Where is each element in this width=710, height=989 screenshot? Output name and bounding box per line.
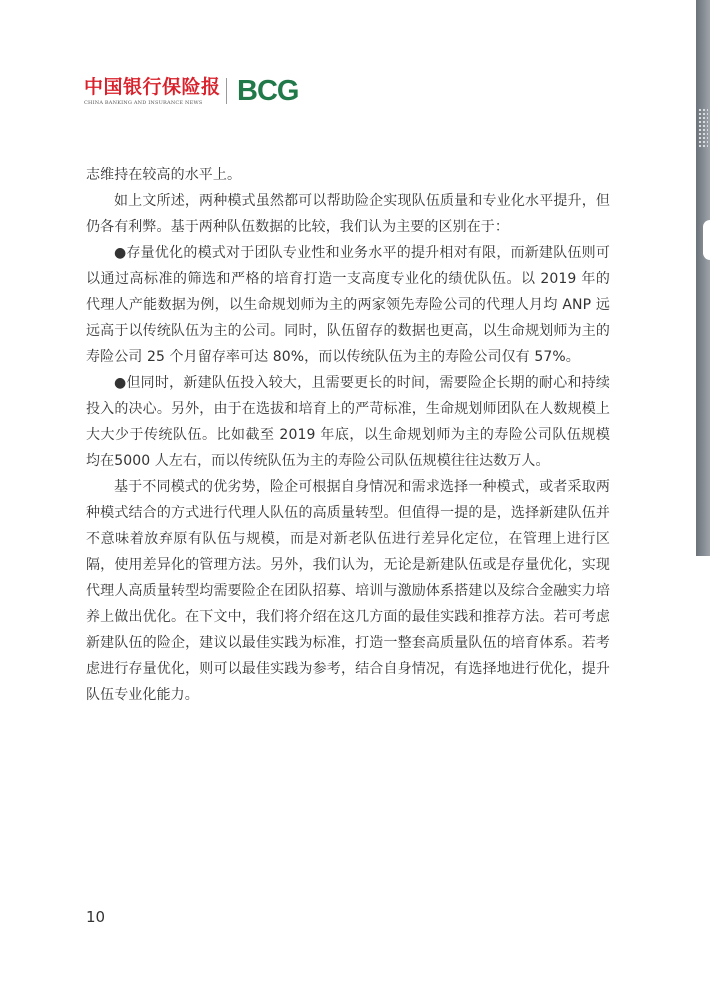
paragraph: 如上文所述，两种模式虽然都可以帮助险企实现队伍质量和专业化水平提升，但仍各有利弊。基于两种队伍数据的比较，我们认为主要的区别在于：: [86, 193, 610, 235]
paragraph-continuation: 志维持在较高的水平上。: [86, 167, 242, 183]
side-decorative-band: [696, 0, 710, 556]
logo-divider: [226, 78, 227, 104]
publisher-logo: [84, 76, 221, 106]
publisher-english-name: CHINA BANKING AND INSURANCE NEWS: [84, 100, 203, 106]
paragraph: 基于不同模式的优劣势，险企可根据自身情况和需求选择一种模式，或者采取两种模式结合的方式进行代理人队伍的高质量转型。但值得一提的是，选择新建队伍并不意味着放弃原有队伍与规模，而是对新老队伍进行差异化定位，在管理上进行区隔，使用差异化的管理方法。另外，我们认为，无论是新建队伍或是存量优化，实现代理人高质量转型均需要险企在团队招募、培训与激励体系搭建以及综合金融实力培养上做出优化。在下文中，我们将介绍在这几方面的最佳实践和推荐方法。若可考虑新建队伍的险企，建议以最佳实践为标准，打造一整套高质量队伍的培育体系。若考虑进行存量优化，则可以最佳实践为参考，结合自身情况，有选择地进行优化，提升队伍专业化能力。: [86, 479, 610, 703]
bullet-paragraph: ●但同时，新建队伍投入较大，且需要更长的时间，需要险企长期的耐心和持续投入的决心。另外，由于在选拔和培育上的严苛标准，生命规划师团队在人数规模上大大少于传统队伍。比如截至 2019 年底，以生命规划师为主的寿险公司队伍规模均在5000 人左右，而以传统队伍为主的寿险公司队伍规模往往达数万人。: [86, 375, 610, 469]
bcg-logo: BCG: [237, 75, 299, 107]
publisher-name: 中国银行保险报: [84, 76, 221, 98]
dot-pattern: [698, 108, 708, 148]
page-number: 10: [86, 908, 106, 926]
page-header: [84, 76, 344, 112]
body-text: [86, 162, 610, 708]
side-band-notch: [703, 220, 710, 260]
bullet-paragraph: ●存量优化的模式对于团队专业性和业务水平的提升相对有限，而新建队伍则可以通过高标准的筛选和严格的培育打造一支高度专业化的绩优队伍。以 2019 年的代理人产能数据为例，以生命规划师为主的两家领先寿险公司的代理人月均 ANP 远远高于以传统队伍为主的公司。同时，队伍留存的数据也更高，以生命规划师为主的寿险公司 25 个月留存率可达 80%，而以传统队伍为主的寿险公司仅有 57%。: [86, 245, 610, 365]
